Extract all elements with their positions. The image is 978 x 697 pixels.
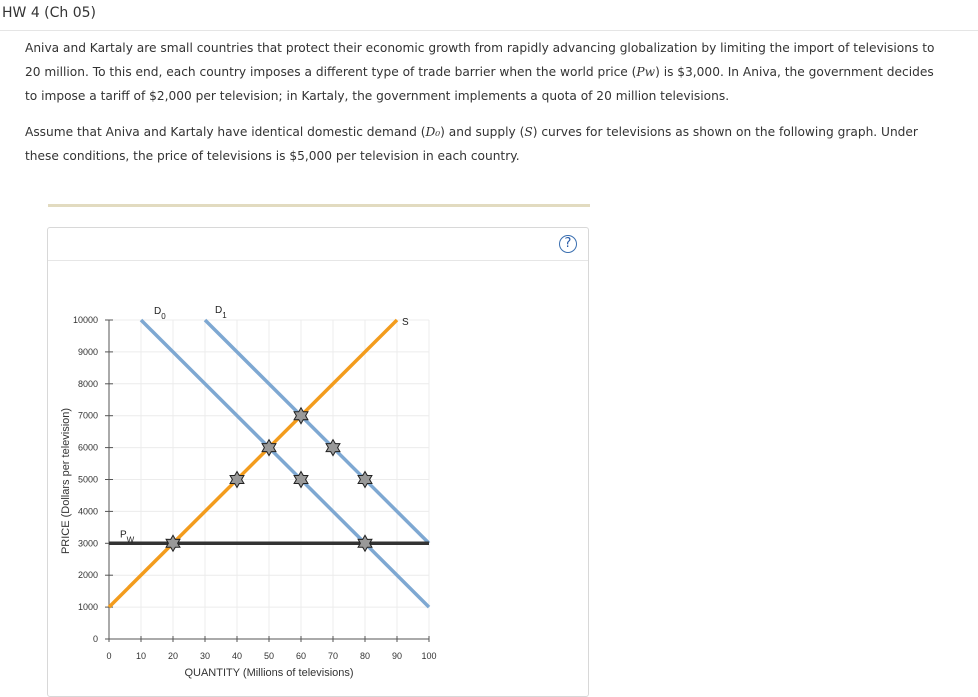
curve-label-Pw: $P_W$ bbox=[120, 529, 135, 545]
x-tick-label-100: 100 bbox=[421, 651, 437, 661]
intro-line-3: to impose a tariff of $2,000 per television; in Kartaly, the government implements a quota of 20 million televisions. bbox=[25, 89, 730, 103]
y-axis-title: PRICE (Dollars per television) bbox=[60, 407, 72, 555]
intro-line-2a: 20 million. To this end, each country imposes a different type of trade barrier when the world price ( bbox=[25, 65, 637, 79]
x-tick-label-30: 30 bbox=[199, 651, 211, 661]
curve-D0 bbox=[141, 320, 429, 607]
curve-label-S: S bbox=[402, 317, 409, 328]
curve-S bbox=[109, 320, 397, 607]
y-tick-label-2000: 2000 bbox=[77, 570, 98, 581]
x-tick-label-60: 60 bbox=[295, 651, 307, 661]
y-tick-label-4000: 4000 bbox=[77, 506, 98, 517]
x-tick-label-90: 90 bbox=[391, 651, 403, 661]
x-tick-label-70: 70 bbox=[327, 651, 339, 661]
x-tick-label-20: 20 bbox=[167, 651, 179, 661]
y-tick-label-1000: 1000 bbox=[77, 602, 98, 613]
world-price-symbol: Pw bbox=[636, 65, 656, 79]
y-tick-label-9000: 9000 bbox=[77, 346, 98, 357]
x-tick-label-50: 50 bbox=[263, 651, 275, 661]
help-button[interactable]: ? bbox=[559, 235, 577, 253]
y-tick-label-5000: 5000 bbox=[77, 474, 98, 485]
intro-line-1: Aniva and Kartaly are small countries that protect their economic growth from rapidly advancing globalization by limiting the import of televisions to bbox=[25, 41, 935, 55]
intro-line-4b: ) and supply ( bbox=[440, 125, 525, 139]
x-axis-title: QUANTITY (Millions of televisions) bbox=[184, 667, 354, 679]
x-tick-label-40: 40 bbox=[231, 651, 243, 661]
x-tick-label-0: 0 bbox=[106, 651, 112, 661]
intro-line-5: these conditions, the price of televisions is $5,000 per television in each country. bbox=[25, 149, 520, 163]
intro-line-4c: ) curves for televisions as shown on the following graph. Under bbox=[532, 125, 918, 139]
curve-label-D1: $D_1$ bbox=[215, 305, 227, 320]
y-tick-label-0: 0 bbox=[92, 634, 98, 644]
y-tick-label-6000: 6000 bbox=[77, 442, 98, 453]
y-tick-label-7000: 7000 bbox=[77, 410, 98, 421]
y-tick-label-8000: 8000 bbox=[77, 378, 98, 389]
chart-grid bbox=[109, 320, 429, 639]
x-tick-label-80: 80 bbox=[359, 651, 371, 661]
intro-line-4a: Assume that Aniva and Kartaly have identical domestic demand ( bbox=[25, 125, 426, 139]
supply-symbol: S bbox=[524, 125, 533, 139]
assignment-title: HW 4 (Ch 05) bbox=[2, 5, 97, 21]
curve-label-D0: $D_0$ bbox=[154, 306, 166, 321]
x-tick-label-10: 10 bbox=[135, 651, 147, 661]
y-tick-label-10000: 10000 bbox=[72, 315, 98, 325]
y-tick-label-3000: 3000 bbox=[77, 538, 98, 549]
intro-line-2b: ) is $3,000. In Aniva, the government decides bbox=[655, 65, 934, 79]
demand-symbol: D₀ bbox=[425, 125, 441, 139]
curve-D1 bbox=[205, 320, 429, 543]
